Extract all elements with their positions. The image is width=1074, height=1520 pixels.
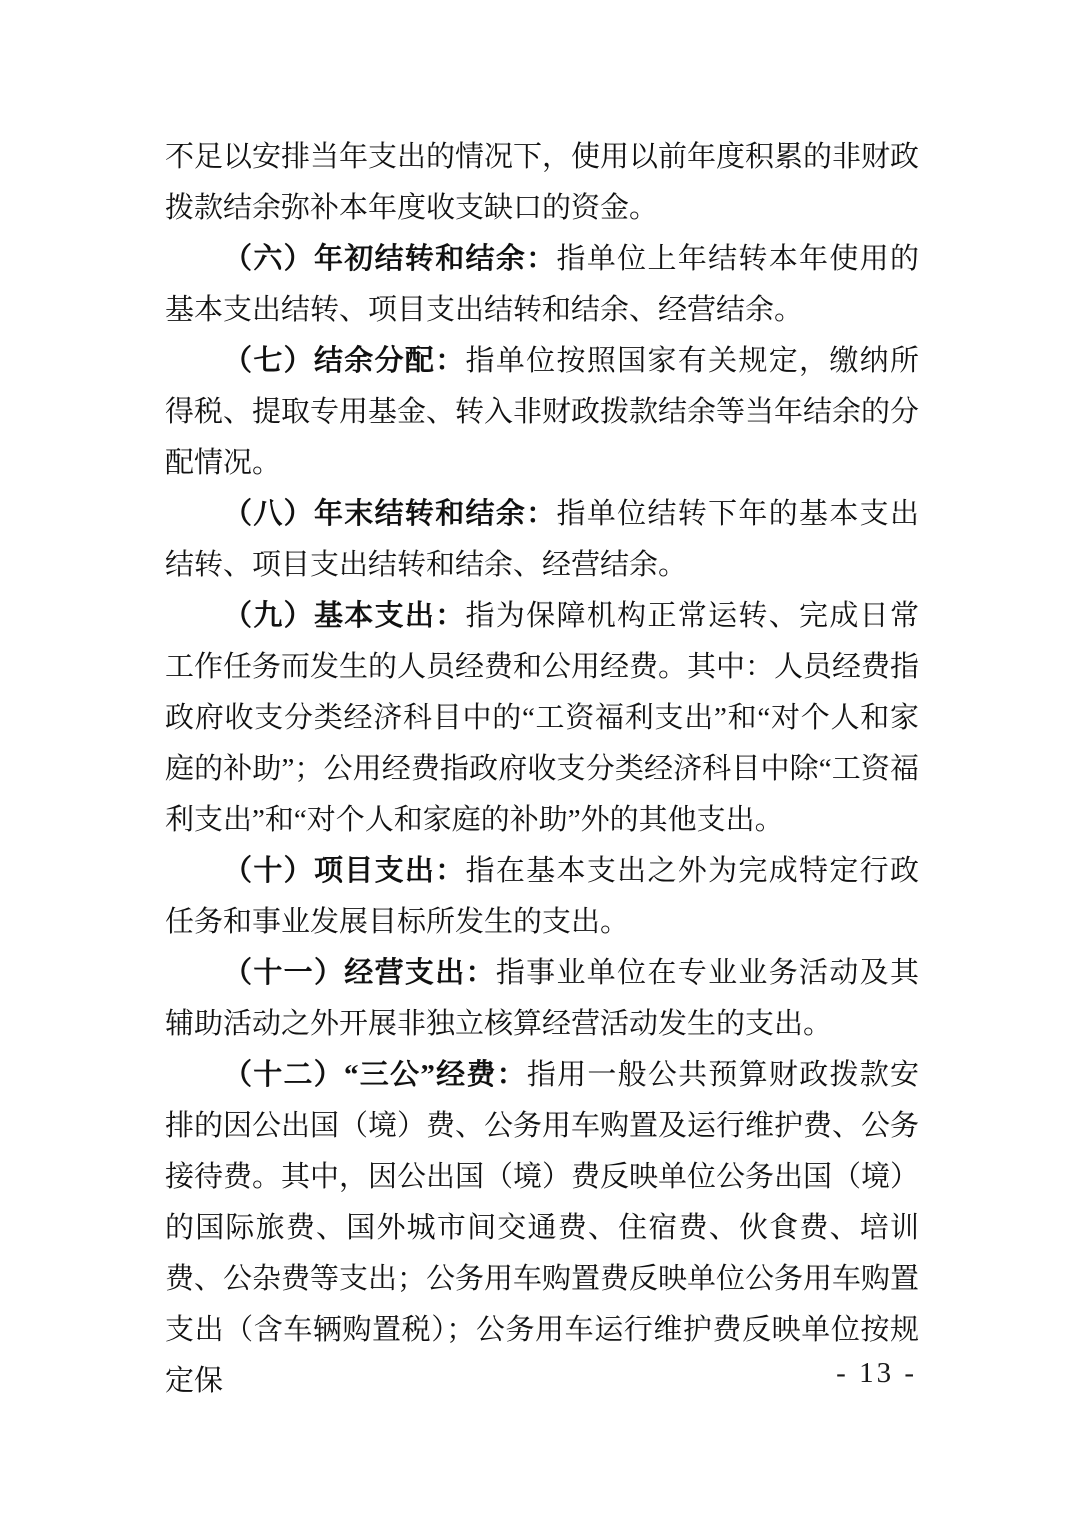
paragraph-text: 指用一般公共预算财政拨款安排的因公出国（境）费、公务用车购置及运行维护费、公务接待费。其中，因公出国（境）费反映单位公务出国（境）的国际旅费、国外城市间交通费、住宿费、伙食费、培训费、公杂费等支出；公务用车购置费反映单位公务用车购置支出（含车辆购置税）；公务用车运行维护费反映单位按规定保 bbox=[165, 1059, 920, 1397]
paragraph-heading: （十二）“三公”经费： bbox=[223, 1059, 527, 1091]
paragraph-heading: （十）项目支出： bbox=[223, 855, 466, 887]
paragraph bbox=[165, 846, 919, 948]
paragraph bbox=[165, 489, 919, 591]
page-number: - 13 - bbox=[836, 1357, 917, 1389]
paragraph-text: 指为保障机构正常运转、完成日常工作任务而发生的人员经费和公用经费。其中：人员经费指政府收支分类经济科目中的“工资福利支出”和“对个人和家庭的补助”；公用经费指政府收支分类经济科目中除“工资福利支出”和“对个人和家庭的补助”外的其他支出。 bbox=[165, 600, 920, 836]
paragraph-text: 指单位按照国家有关规定，缴纳所得税、提取专用基金、转入非财政拨款结余等当年结余的分配情况。 bbox=[165, 345, 920, 479]
paragraph-text: 不足以安排当年支出的情况下，使用以前年度积累的非财政拨款结余弥补本年度收支缺口的资金。 bbox=[165, 141, 920, 224]
paragraph-text: 指事业单位在专业业务活动及其辅助活动之外开展非独立核算经营活动发生的支出。 bbox=[165, 957, 919, 1040]
paragraph bbox=[165, 336, 919, 489]
paragraph bbox=[165, 591, 919, 846]
paragraph bbox=[165, 234, 919, 336]
paragraph-heading: （九）基本支出： bbox=[223, 600, 466, 632]
paragraph-heading: （七）结余分配： bbox=[223, 345, 466, 377]
paragraph-heading: （六）年初结转和结余： bbox=[223, 243, 557, 275]
paragraph-heading: （八）年末结转和结余： bbox=[223, 498, 557, 530]
document-body bbox=[165, 132, 919, 1407]
paragraph-heading: （十一）经营支出： bbox=[223, 957, 496, 989]
paragraph-text: 指单位结转下年的基本支出结转、项目支出结转和结余、经营结余。 bbox=[165, 498, 919, 581]
paragraph-text: 指单位上年结转本年使用的基本支出结转、项目支出结转和结余、经营结余。 bbox=[165, 243, 919, 326]
paragraph bbox=[165, 948, 919, 1050]
paragraph-text: 指在基本支出之外为完成特定行政任务和事业发展目标所发生的支出。 bbox=[165, 855, 919, 938]
paragraph bbox=[165, 132, 919, 234]
